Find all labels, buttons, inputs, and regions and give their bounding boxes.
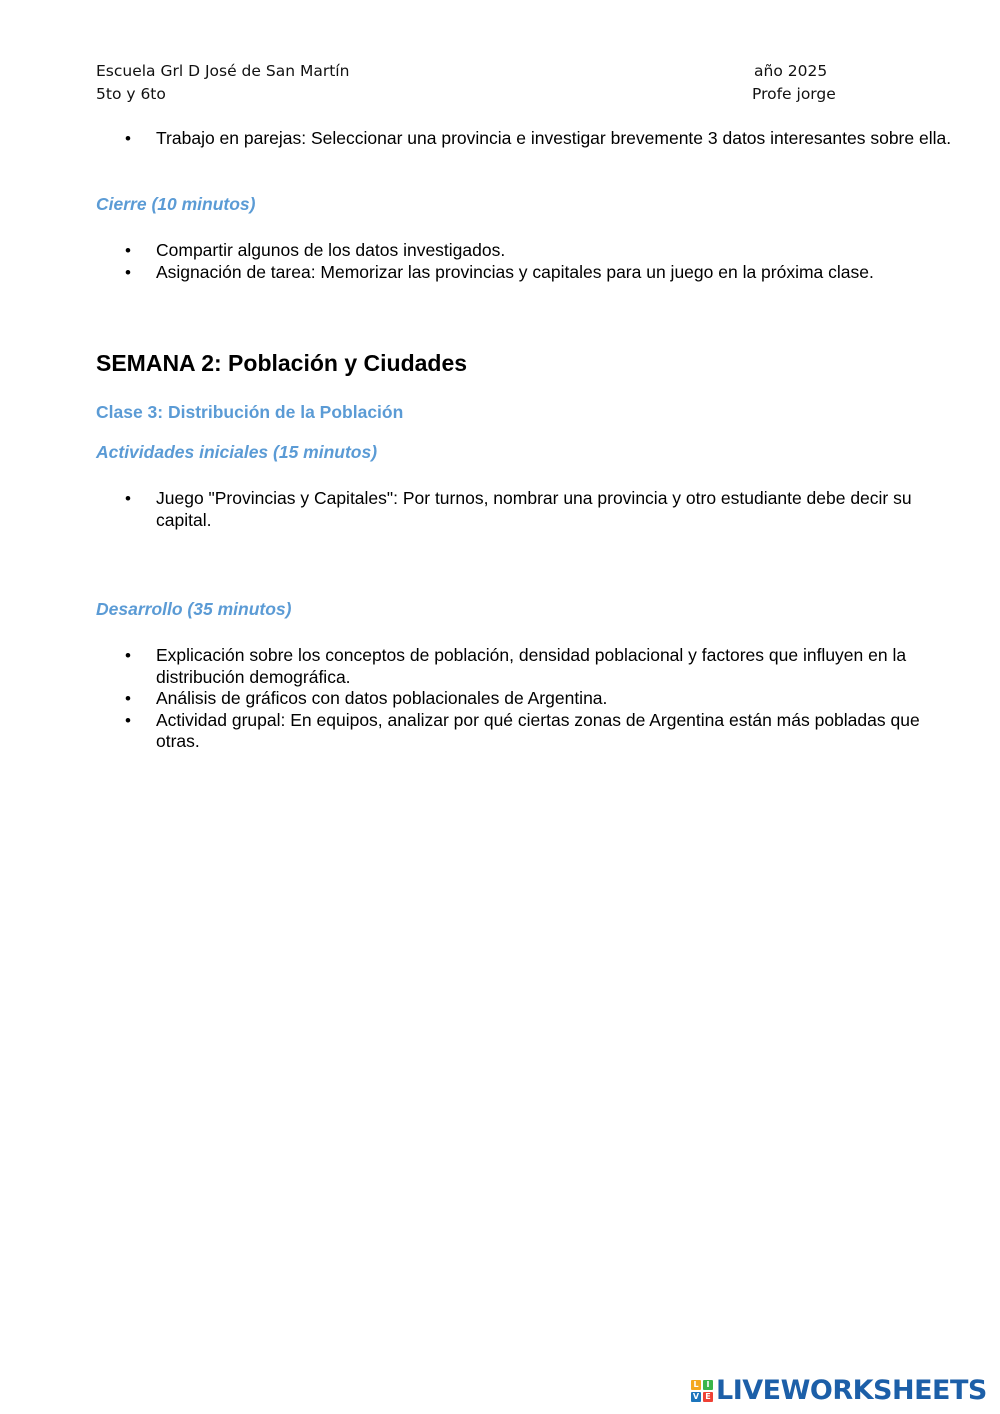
list-item: • Juego "Provincias y Capitales": Por turnos, nombrar una provincia y otro estudiante debe decir su capital. <box>96 488 952 531</box>
list-item: • Explicación sobre los conceptos de población, densidad poblacional y factores que influyen en la distribución demográfica. <box>96 645 952 688</box>
grades: 5to y 6to <box>96 85 166 103</box>
initial-activities-heading: Actividades iniciales (15 minutos) <box>96 442 378 462</box>
school-name: Escuela Grl D José de San Martín <box>96 62 350 80</box>
logo-letter: L <box>691 1380 701 1390</box>
teacher: Profe jorge <box>752 85 836 103</box>
cierre-list <box>96 240 952 283</box>
desarrollo-heading: Desarrollo (35 minutos) <box>96 599 292 619</box>
list-item: • Análisis de gráficos con datos poblacionales de Argentina. <box>96 688 952 710</box>
logo-text: LIVEWORKSHEETS <box>716 1375 987 1406</box>
week-heading: SEMANA 2: Población y Ciudades <box>96 350 468 376</box>
logo-letter: V <box>692 1392 700 1401</box>
logo-letter: E <box>703 1392 713 1402</box>
top-bullet-list <box>96 128 952 150</box>
liveworksheets-logo <box>691 1374 987 1408</box>
class-heading: Clase 3: Distribución de la Población <box>96 402 404 422</box>
initial-activities-list <box>96 488 952 531</box>
list-item: • Asignación de tarea: Memorizar las provincias y capitales para un juego en la próxima clase. <box>96 262 952 284</box>
logo-letter: I <box>703 1380 713 1390</box>
desarrollo-list <box>96 645 952 753</box>
list-item: • Trabajo en parejas: Seleccionar una provincia e investigar brevemente 3 datos interesantes sobre ella. <box>96 128 952 150</box>
list-item: • Compartir algunos de los datos investigados. <box>96 240 952 262</box>
cierre-heading: Cierre (10 minutos) <box>96 194 256 214</box>
logo-icon <box>691 1380 713 1402</box>
list-item: • Actividad grupal: En equipos, analizar por qué ciertas zonas de Argentina están más pobladas que otras. <box>96 710 952 753</box>
year: año 2025 <box>754 62 828 80</box>
